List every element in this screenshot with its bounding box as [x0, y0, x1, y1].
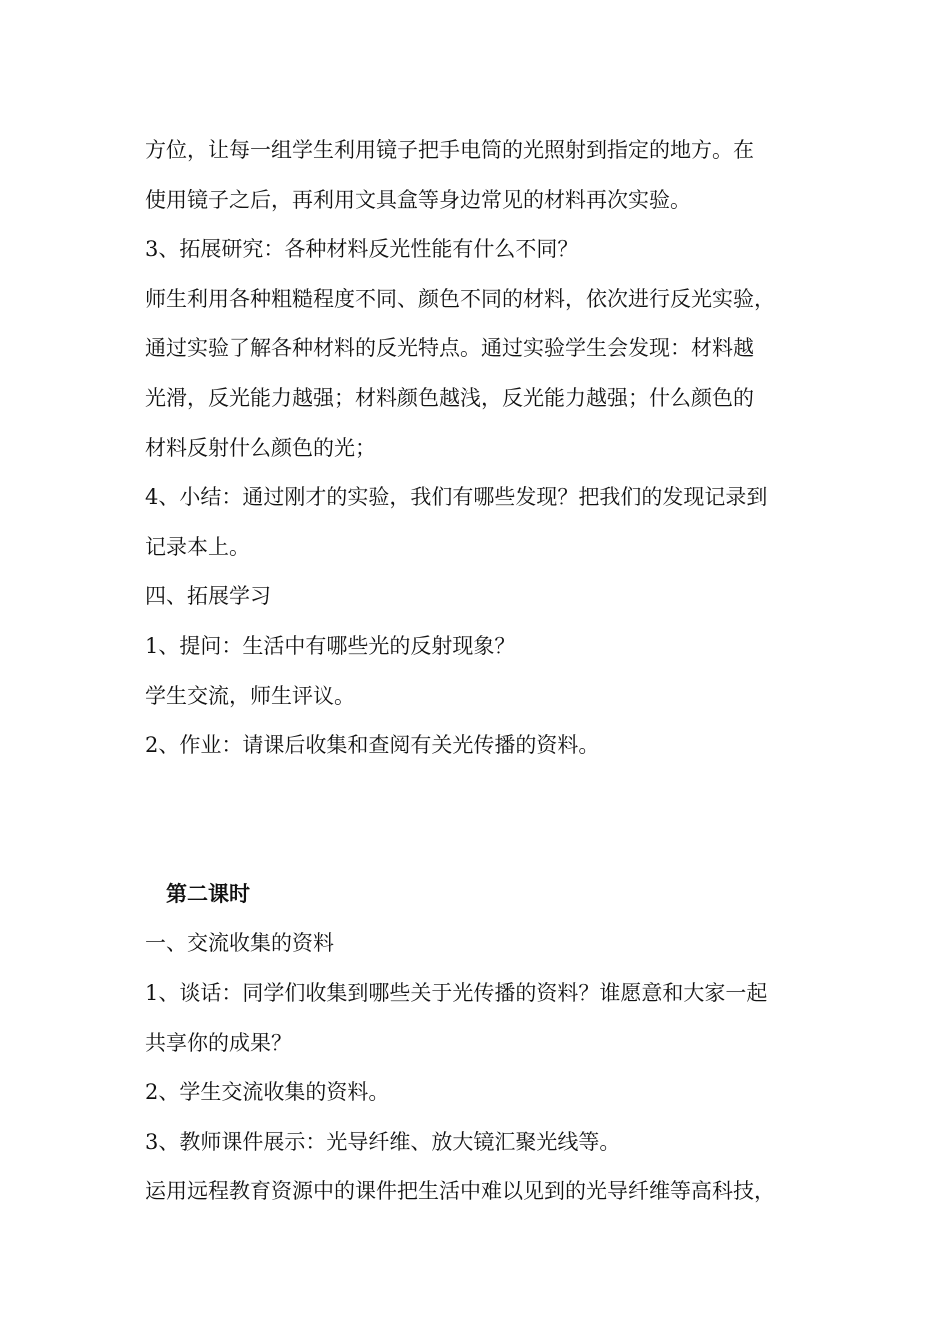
section-heading-exchange: 一、交流收集的资料 [145, 931, 334, 956]
text-line: 师生利用各种粗糙程度不同、颜色不同的材料，依次进行反光实验， [145, 286, 775, 311]
text-line: 运用远程教育资源中的课件把生活中难以见到的光导纤维等高科技， [145, 1179, 775, 1204]
text-line: 3、拓展研究：各种材料反光性能有什么不同？ [145, 237, 579, 262]
text-line: 材料反射什么颜色的光； [145, 435, 376, 460]
text-line: 2、学生交流收集的资料。 [145, 1080, 390, 1105]
text-line: 光滑，反光能力越强；材料颜色越浅，反光能力越强；什么颜色的 [145, 385, 754, 410]
blank-space [145, 771, 835, 870]
text-line: 1、提问：生活中有哪些光的反射现象？ [145, 633, 516, 658]
text-line: 2、作业：请课后收集和查阅有关光传播的资料。 [145, 733, 600, 758]
text-line: 共享你的成果？ [145, 1030, 292, 1055]
lesson-heading: 第二课时 [166, 881, 250, 906]
text-line: 方位，让每一组学生利用镜子把手电筒的光照射到指定的地方。在 [145, 138, 754, 162]
text-line: 3、教师课件展示：光导纤维、放大镜汇聚光线等。 [145, 1129, 621, 1154]
text-line: 使用镜子之后，再利用文具盒等身边常见的材料再次实验。 [145, 187, 691, 212]
document-body [145, 126, 835, 1217]
text-line: 通过实验了解各种材料的反光特点。通过实验学生会发现：材料越 [145, 336, 754, 361]
text-line: 学生交流，师生评议。 [145, 683, 355, 708]
section-heading-extension: 四、拓展学习 [145, 584, 271, 609]
text-line: 4、小结：通过刚才的实验，我们有哪些发现？把我们的发现记录到 [145, 485, 768, 510]
text-line: 记录本上。 [145, 534, 250, 559]
text-line: 1、谈话：同学们收集到哪些关于光传播的资料？谁愿意和大家一起 [145, 980, 768, 1005]
